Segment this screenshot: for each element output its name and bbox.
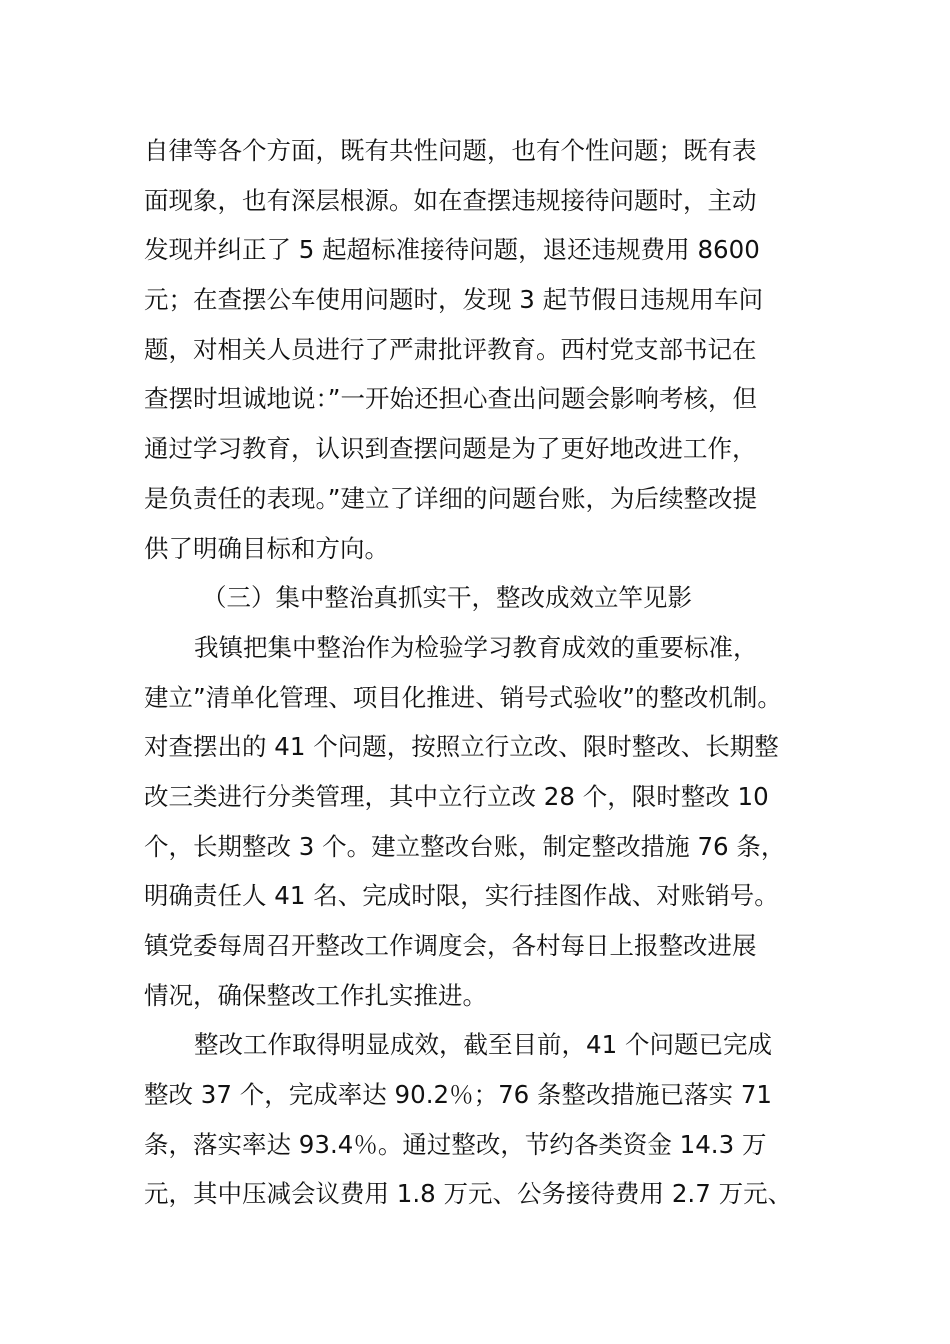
text-line-22: 元，其中压减会议费用 1.8 万元、公务接待费用 2.7 万元、: [144, 1179, 793, 1209]
text-line-12: 建立”清单化管理、项目化推进、销号式验收”的整改机制。: [144, 682, 782, 712]
text-line-20: 整改 37 个，完成率达 90.2％；76 条整改措施已落实 71: [144, 1080, 773, 1110]
text-line-8: 是负责任的表现。”建立了详细的问题台账，为后续整改提: [144, 483, 757, 513]
text-line-5: 题，对相关人员进行了严肃批评教育。西村党支部书记在: [144, 334, 757, 364]
text-line-16: 明确责任人 41 名、完成时限，实行挂图作战、对账销号。: [144, 881, 779, 911]
text-line-19: 整改工作取得明显成效，截至目前，41 个问题已完成: [194, 1030, 772, 1060]
text-line-13: 对查摆出的 41 个问题，按照立行立改、限时整改、长期整: [144, 732, 779, 762]
text-line-17: 镇党委每周召开整改工作调度会，各村每日上报整改进展: [144, 931, 757, 960]
text-line-1: 自律等各个方面，既有共性问题，也有个性问题；既有表: [144, 136, 757, 165]
text-line-18: 情况，确保整改工作扎实推进。: [144, 980, 487, 1010]
text-line-21: 条，落实率达 93.4％。通过整改，节约各类资金 14.3 万: [144, 1129, 767, 1159]
text-line-14: 改三类进行分类管理，其中立行立改 28 个，限时整改 10: [144, 781, 769, 811]
text-line-15: 个，长期整改 3 个。建立整改台账，制定整改措施 76 条，: [144, 831, 786, 861]
section-heading: （三）集中整治真抓实干，整改成效立竿见影: [202, 583, 692, 613]
document-body: [144, 126, 824, 1219]
text-line-6: 查摆时坦诚地说：”一开始还担心查出问题会影响考核，但: [144, 384, 757, 414]
text-line-2: 面现象，也有深层根源。如在查摆违规接待问题时，主动: [144, 185, 757, 215]
text-line-7: 通过学习教育，认识到查摆问题是为了更好地改进工作，: [144, 434, 757, 464]
text-line-3: 发现并纠正了 5 起超标准接待问题，退还违规费用 8600: [144, 235, 760, 265]
text-line-11: 我镇把集中整治作为检验学习教育成效的重要标准，: [194, 632, 758, 662]
text-line-4: 元；在查摆公车使用问题时，发现 3 起节假日违规用车问: [144, 285, 764, 315]
text-line-9: 供了明确目标和方向。: [144, 533, 389, 563]
